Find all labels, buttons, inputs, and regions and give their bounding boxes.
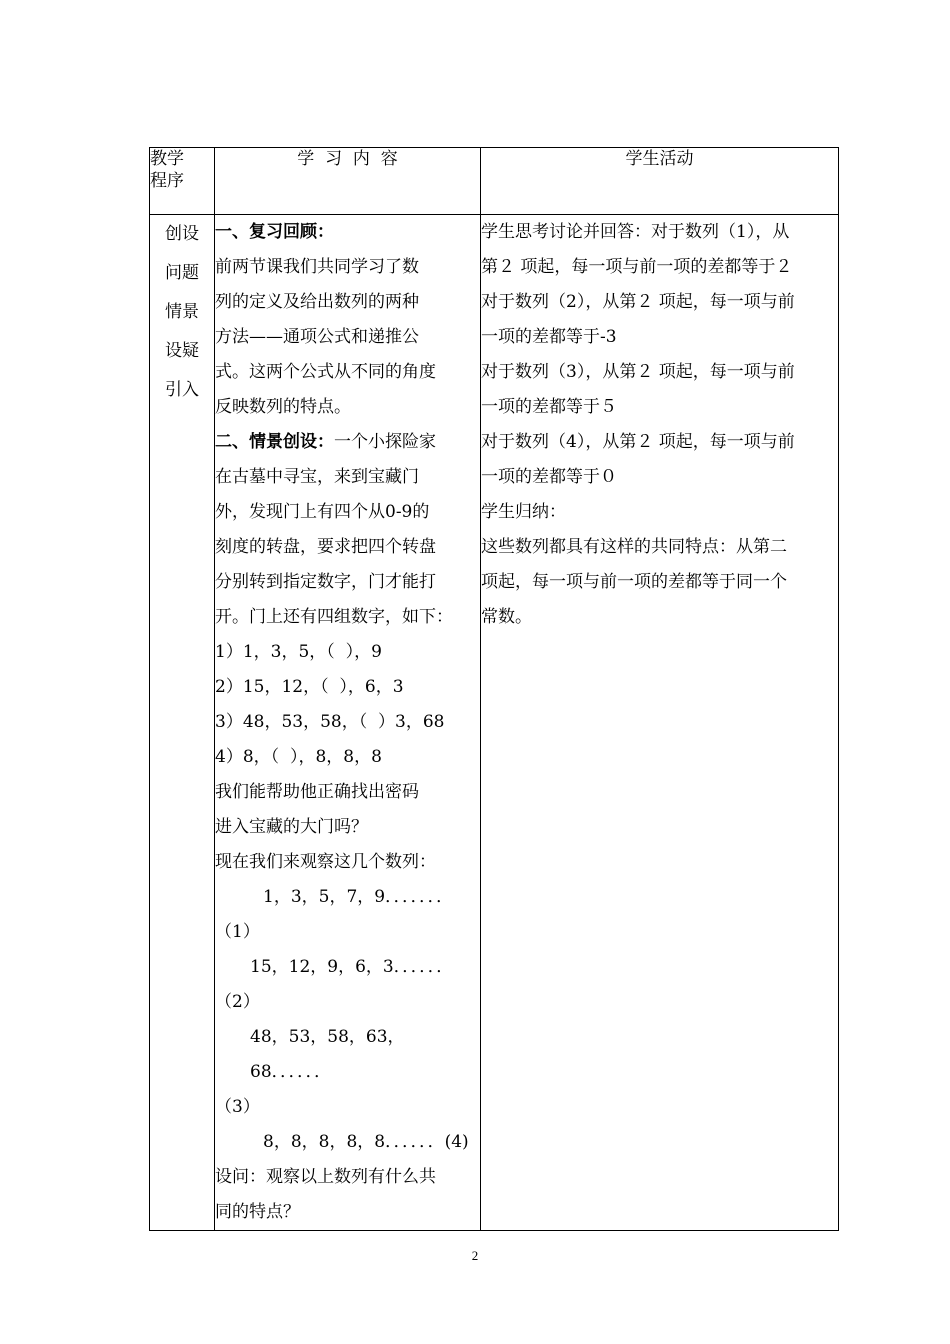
activity-line: 对于数列（2），从第２ 项起，每一项与前 <box>481 292 795 312</box>
activity-line: 对于数列（3），从第２ 项起，每一项与前 <box>481 362 795 382</box>
header-row <box>150 148 839 215</box>
section-review-heading: 一、复习回顾： <box>215 222 334 242</box>
content-line: 现在我们来观察这几个数列： <box>215 852 436 872</box>
content-line: 我们能帮助他正确找出密码 <box>215 782 419 802</box>
activity-line: 一项的差都等于０ <box>481 467 617 487</box>
content-line: 1）1，3，5，（ ），9 <box>215 642 382 662</box>
stage-line: 问题 <box>165 263 199 283</box>
header-teaching-procedure <box>150 148 215 215</box>
header-col2-text: 学 习 内 容 <box>297 149 398 169</box>
section-scenario-heading: 二、情景创设： <box>215 432 334 452</box>
content-line: 外，发现门上有四个从0-9的 <box>215 502 430 522</box>
header-learning-content <box>215 148 481 215</box>
activity-line: 一项的差都等于５ <box>481 397 617 417</box>
content-cell <box>215 215 481 1231</box>
content-line: 在古墓中寻宝，来到宝藏门 <box>215 467 419 487</box>
activity-line: 学生思考讨论并回答：对于数列（1），从 <box>481 222 790 242</box>
activity-line: 第２ 项起，每一项与前一项的差都等于２ <box>481 257 793 277</box>
activity-line: 学生归纳： <box>481 502 566 522</box>
stage-line: 引入 <box>165 380 199 400</box>
content-line <box>215 425 480 460</box>
content-line: 刻度的转盘，要求把四个转盘 <box>215 537 436 557</box>
lesson-table <box>149 147 839 1231</box>
content-line: 2）15，12，（ ），6，3 <box>215 677 404 697</box>
content-span: 一个小探险家 <box>334 432 436 452</box>
stage-line: 设疑 <box>165 341 199 361</box>
header-col1-line: 教学 <box>150 149 184 169</box>
activity-cell <box>481 215 839 1231</box>
stage-cell <box>150 215 215 1231</box>
activity-line: 项起，每一项与前一项的差都等于同一个 <box>481 572 787 592</box>
content-line: 3）48，53，58，（ ）3，68 <box>215 712 445 732</box>
body-row <box>150 215 839 1231</box>
content-line: 同的特点？ <box>215 1202 300 1222</box>
sequence-line: 8，8，8，8，8．．．．．．(4) <box>263 1132 469 1152</box>
content-line: 进入宝藏的大门吗？ <box>215 817 368 837</box>
sequence-line: 15，12，9，6，3．．．．．． <box>250 957 454 977</box>
stage-line: 情景 <box>165 302 199 322</box>
sequence-line: 1，3，5，7，9．．．．．．． <box>263 887 454 907</box>
sequence-line: 48，53，58，63，68．．．．．． <box>250 1027 405 1082</box>
sequence-label: （1） <box>215 922 260 942</box>
activity-line: 一项的差都等于-3 <box>481 327 617 347</box>
activity-line: 这些数列都具有这样的共同特点：从第二 <box>481 537 787 557</box>
activity-line: 对于数列（4），从第２ 项起，每一项与前 <box>481 432 795 452</box>
header-col1-line: 程序 <box>150 171 184 191</box>
content-line: 开。门上还有四组数字，如下： <box>215 607 453 627</box>
content-line: 反映数列的特点。 <box>215 397 351 417</box>
activity-line: 常数。 <box>481 607 532 627</box>
sequence-label: （2） <box>215 992 260 1012</box>
content-line: 方法——通项公式和递推公 <box>215 327 419 347</box>
sequence-label: （3） <box>215 1097 260 1117</box>
header-student-activity <box>481 148 839 215</box>
content-line: 分别转到指定数字，门才能打 <box>215 572 436 592</box>
page-number: 2 <box>471 1248 479 1263</box>
content-line: 前两节课我们共同学习了数 <box>215 257 419 277</box>
content-line: 式。这两个公式从不同的角度 <box>215 362 436 382</box>
stage-line: 创设 <box>165 224 199 244</box>
header-col3-text: 学生活动 <box>625 149 694 169</box>
content-line: 列的定义及给出数列的两种 <box>215 292 419 312</box>
content-line: 4）8，（ ），8，8，8 <box>215 747 382 767</box>
content-line: 设问：观察以上数列有什么共 <box>215 1167 436 1187</box>
